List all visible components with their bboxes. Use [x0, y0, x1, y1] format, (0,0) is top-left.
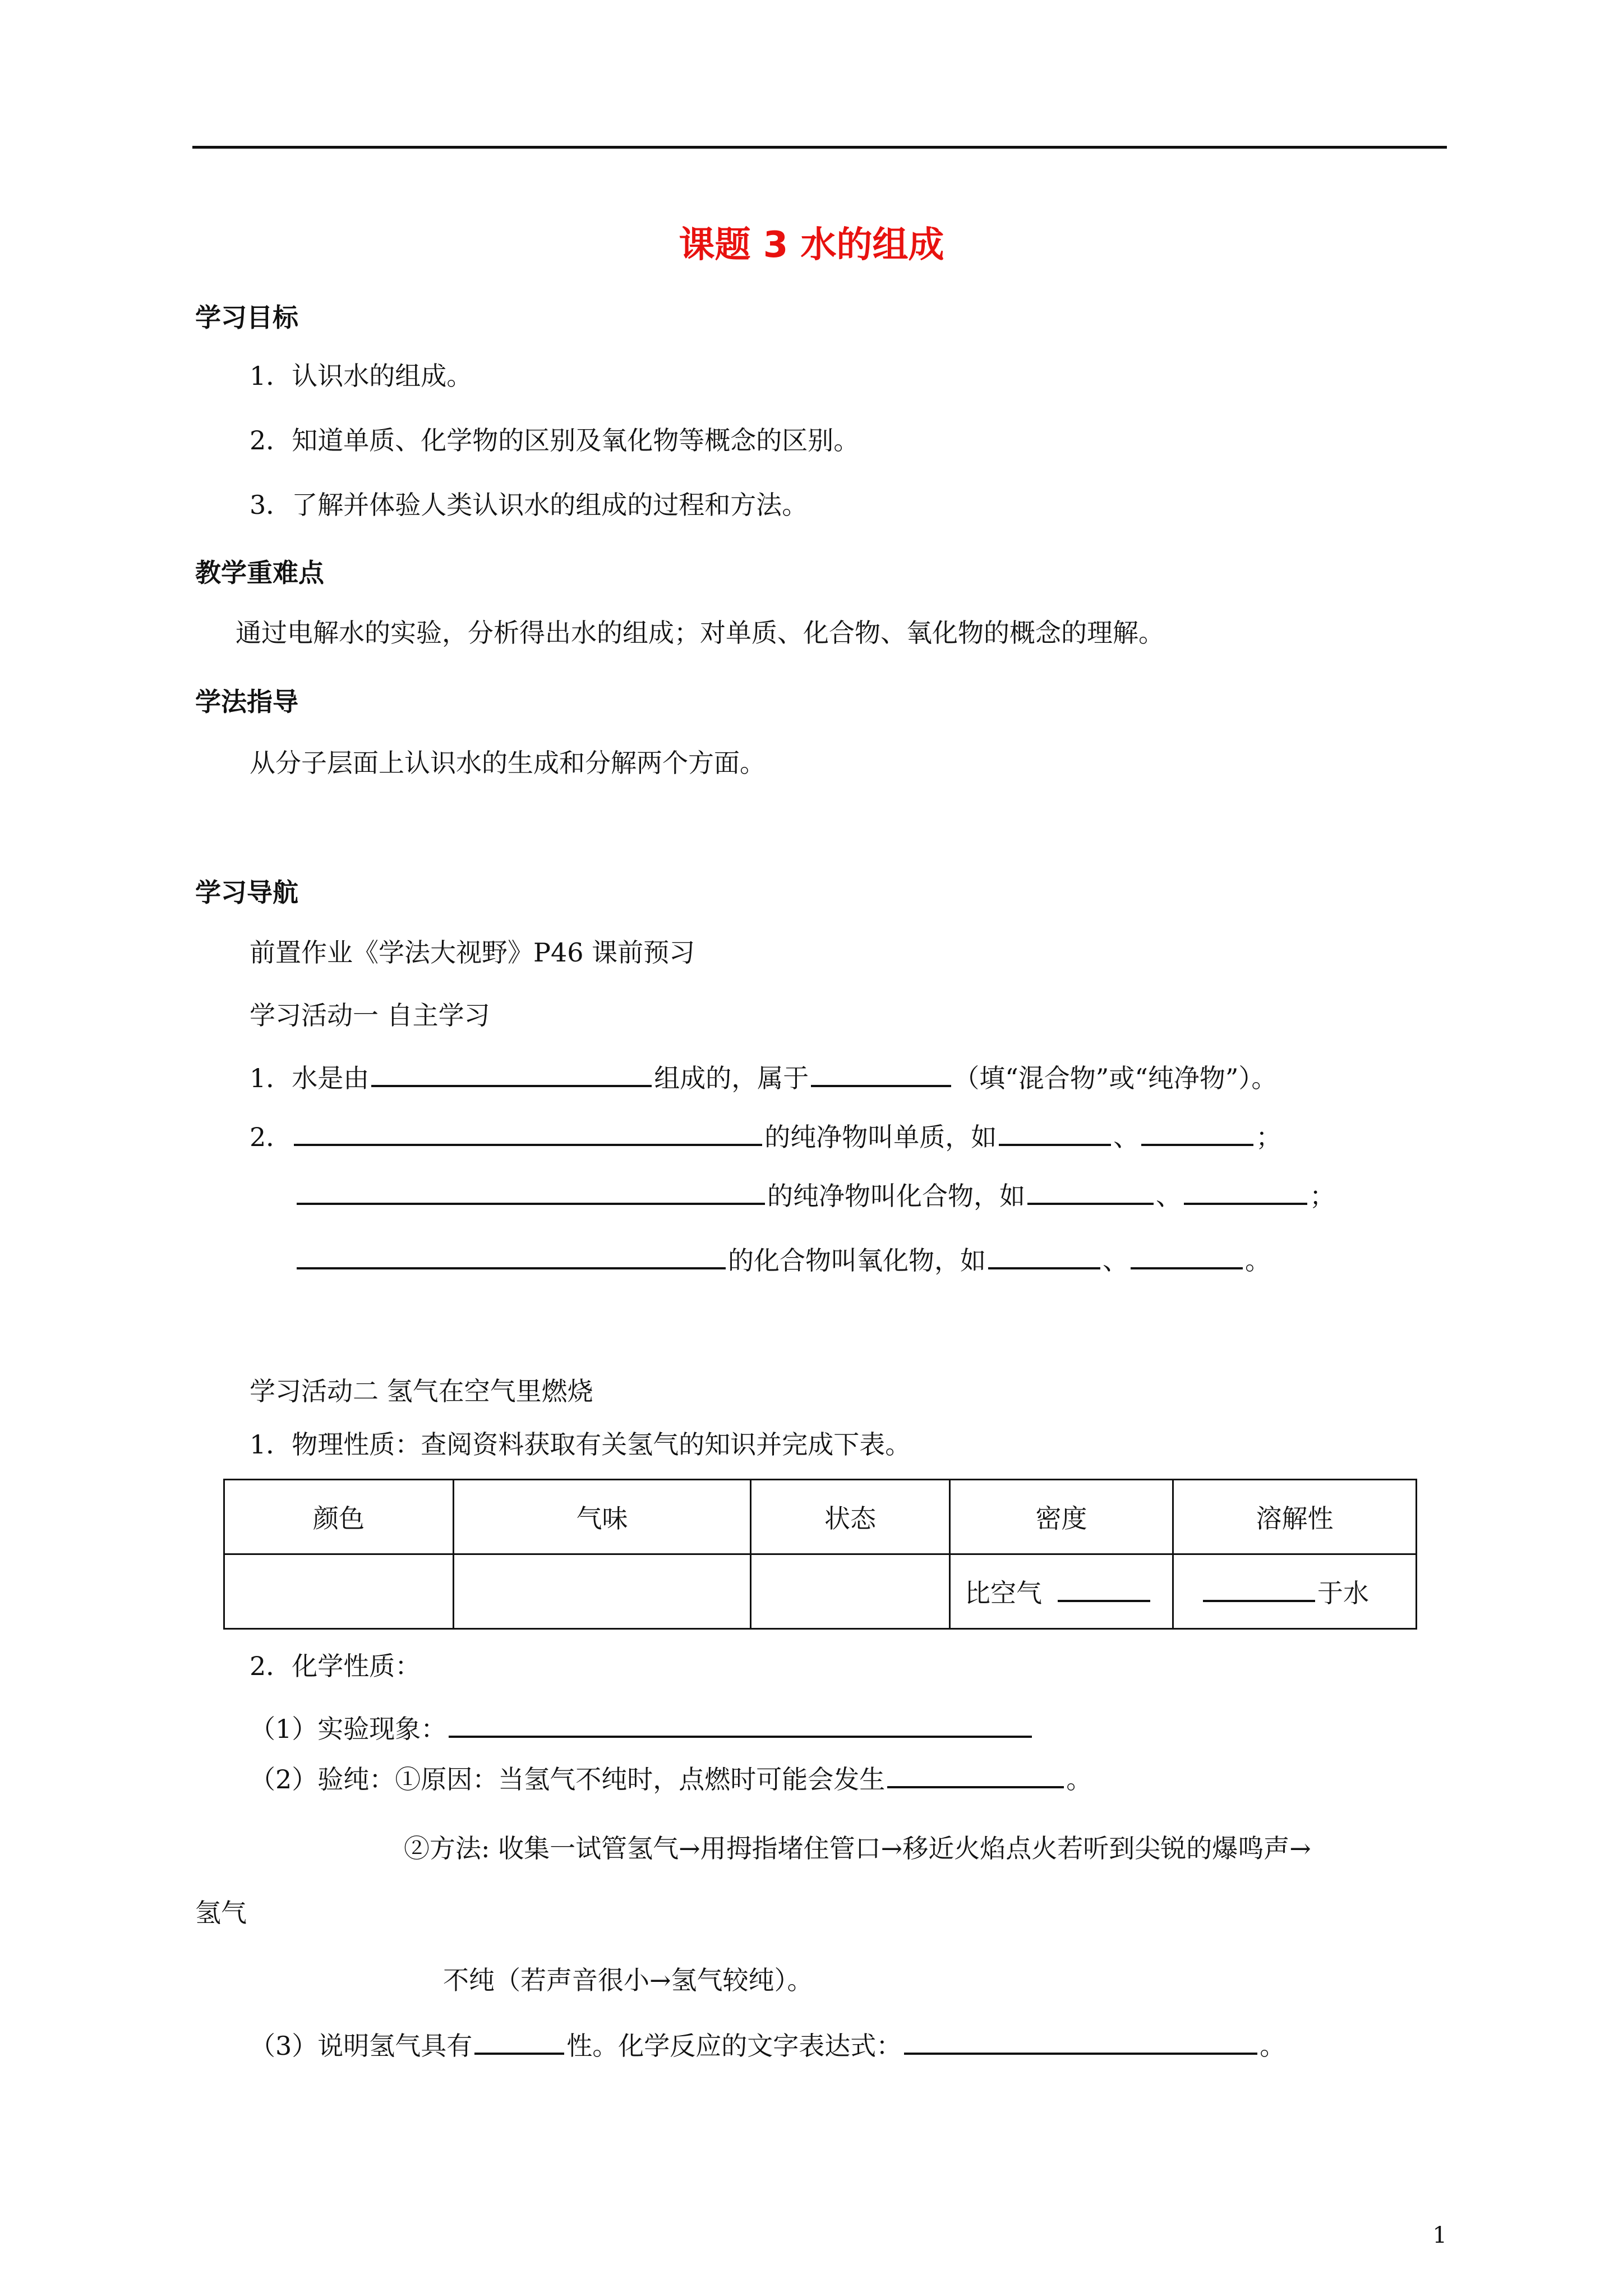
- q1-blank-type[interactable]: [811, 1060, 951, 1087]
- q2-blank-single-def[interactable]: [294, 1119, 762, 1146]
- method-text: 从分子层面上认识水的生成和分解两个方面。: [250, 748, 766, 778]
- hydrogen-properties-table: [223, 1479, 1417, 1630]
- goals-heading: 学习目标: [195, 302, 298, 333]
- activity1-q2-oxide: [294, 1243, 1271, 1277]
- cell-color[interactable]: [224, 1554, 454, 1629]
- solubility-suffix: 于水: [1317, 1578, 1369, 1608]
- phenomenon-blank[interactable]: [449, 1711, 1032, 1738]
- header-odor: 气味: [454, 1480, 751, 1554]
- goal-item-1: 1．认识水的组成。: [250, 361, 473, 391]
- table-answer-row: [224, 1554, 1417, 1629]
- cell-density[interactable]: [950, 1554, 1173, 1629]
- phenomenon-line: [250, 1711, 1034, 1746]
- word-equation-blank[interactable]: [904, 2028, 1257, 2055]
- table-header-row: [224, 1480, 1417, 1554]
- q2-single-sep: 、: [1113, 1122, 1140, 1152]
- explain-end: 。: [1260, 2031, 1286, 2061]
- activity1-title: 学习活动一 自主学习: [250, 1000, 490, 1030]
- physical-properties: 1．物理性质：查阅资料获取有关氢气的知识并完成下表。: [250, 1429, 911, 1460]
- q2-oxide-sep: 、: [1103, 1245, 1128, 1276]
- q1-text-b: 组成的，属于: [654, 1063, 809, 1093]
- q2-blank-oxide-ex2[interactable]: [1131, 1243, 1243, 1269]
- header-density: 密度: [950, 1480, 1173, 1554]
- q2-compound-text: 的纯净物叫化合物，如: [767, 1181, 1025, 1211]
- q2-blank-single-ex2[interactable]: [1141, 1119, 1253, 1146]
- explain-text-a: （3）说明氢气具有: [250, 2031, 473, 2061]
- header-state: 状态: [751, 1480, 950, 1554]
- q2-oxide-end: 。: [1245, 1245, 1271, 1276]
- purity-method-line: ②方法: 收集一试管氢气→用拇指堵住管口→移近火焰点火若听到尖锐的爆鸣声→: [404, 1833, 1311, 1864]
- phenomenon-label: （1）实验现象：: [250, 1714, 447, 1744]
- activity1-q1: [250, 1060, 1277, 1095]
- q2-compound-end: ；: [1310, 1181, 1335, 1211]
- cell-state[interactable]: [751, 1554, 950, 1629]
- solubility-blank[interactable]: [1203, 1575, 1315, 1602]
- purity-reason-end: 。: [1066, 1764, 1092, 1795]
- preview-assignment: 前置作业《学法大视野》P46 课前预习: [250, 937, 695, 968]
- goal-item-2: 2．知道单质、化学物的区别及氧化物等概念的区别。: [250, 425, 860, 455]
- explain-line: [250, 2028, 1285, 2063]
- cell-odor[interactable]: [454, 1554, 751, 1629]
- header-solubility: 溶解性: [1173, 1480, 1417, 1554]
- q2-compound-sep: 、: [1156, 1181, 1182, 1211]
- q2-blank-oxide-ex1[interactable]: [988, 1243, 1100, 1269]
- density-blank[interactable]: [1058, 1575, 1150, 1602]
- activity1-q2-single: [250, 1119, 1281, 1154]
- q2-single-text: 的纯净物叫单质，如: [764, 1122, 997, 1152]
- q2-oxide-text: 的化合物叫氧化物，如: [728, 1245, 986, 1276]
- purity-reason-line: [250, 1761, 1092, 1796]
- navigation-heading: 学习导航: [195, 877, 298, 908]
- goal-item-3: 3．了解并体验人类认识水的组成的过程和方法。: [250, 490, 808, 520]
- q2-blank-single-ex1[interactable]: [999, 1119, 1111, 1146]
- q2-blank-oxide-def[interactable]: [297, 1243, 726, 1269]
- q2-blank-compound-ex2[interactable]: [1184, 1178, 1307, 1205]
- chemical-properties: 2．化学性质：: [250, 1651, 421, 1681]
- header-color: 颜色: [224, 1480, 454, 1554]
- density-prefix: 比空气: [965, 1578, 1042, 1608]
- purity-method-cont2: 不纯（若声音很小→氢气较纯）。: [443, 1965, 813, 1995]
- q1-text-c: （填“混合物”或“纯净物”）。: [953, 1063, 1278, 1093]
- explain-text-b: 性。化学反应的文字表达式：: [566, 2031, 902, 2061]
- q2-single-end: ；: [1256, 1122, 1282, 1152]
- q2-number: 2．: [250, 1122, 292, 1152]
- activity1-q2-compound: [294, 1178, 1335, 1213]
- header-rule: [192, 146, 1447, 149]
- key-points-text: 通过电解水的实验，分析得出水的组成；对单质、化合物、氧化物的概念的理解。: [236, 618, 1164, 648]
- q2-blank-compound-def[interactable]: [297, 1178, 765, 1205]
- purity-reason-text: （2）验纯：①原因：当氢气不纯时，点燃时可能会发生: [250, 1764, 886, 1795]
- cell-solubility[interactable]: [1173, 1554, 1417, 1629]
- property-blank[interactable]: [474, 2028, 564, 2055]
- purity-reason-blank[interactable]: [887, 1761, 1064, 1788]
- q1-blank-composition[interactable]: [371, 1060, 652, 1087]
- page-number: 1: [1432, 2223, 1447, 2248]
- method-heading: 学法指导: [195, 687, 298, 717]
- q1-text-a: 1．水是由: [250, 1063, 370, 1093]
- key-points-heading: 教学重难点: [195, 558, 324, 588]
- activity2-title: 学习活动二 氢气在空气里燃烧: [250, 1376, 593, 1406]
- q2-blank-compound-ex1[interactable]: [1027, 1178, 1154, 1205]
- purity-method-cont: 氢气: [195, 1898, 247, 1928]
- page-title: 课题 3 水的组成: [679, 224, 944, 266]
